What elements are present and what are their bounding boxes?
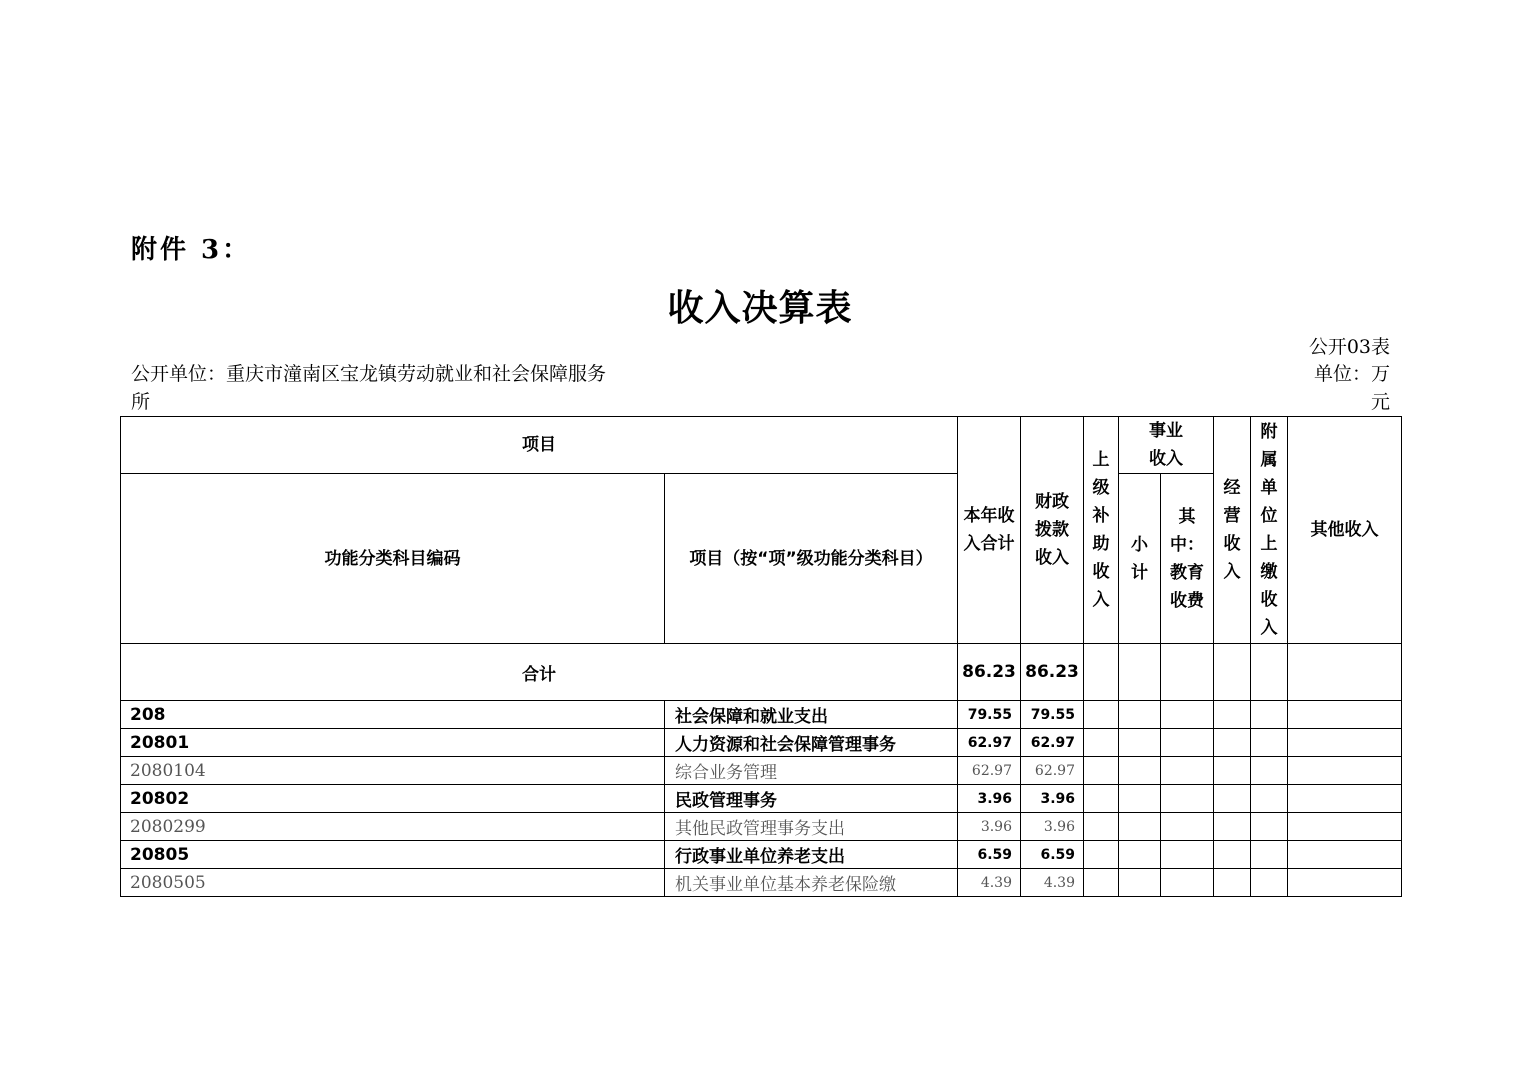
attachment-label: 附件 3：	[131, 235, 252, 265]
subtotal-cell	[1119, 701, 1161, 729]
total-cell: 62.97	[958, 729, 1021, 757]
education-cell	[1161, 841, 1214, 869]
affiliated-cell	[1251, 813, 1288, 841]
name-cell: 综合业务管理	[665, 757, 958, 785]
header-affiliated	[1251, 417, 1288, 644]
operating-cell	[1214, 813, 1251, 841]
code-cell: 20802	[121, 785, 665, 813]
header-item: 项目	[121, 417, 958, 474]
code-cell: 2080299	[121, 813, 665, 841]
table-row	[121, 785, 1402, 813]
code-cell: 2080505	[121, 869, 665, 897]
affiliated-cell	[1251, 841, 1288, 869]
total-cell: 62.97	[958, 757, 1021, 785]
education-cell	[1161, 701, 1214, 729]
total-cell: 4.39	[958, 869, 1021, 897]
header-operating-text: 经营收入	[1223, 478, 1241, 582]
summary-fiscal: 86.23	[1021, 644, 1084, 701]
name-cell: 人力资源和社会保障管理事务	[665, 729, 958, 757]
operating-cell	[1214, 785, 1251, 813]
total-cell: 3.96	[958, 813, 1021, 841]
header-total-text: 本年收入合计	[963, 506, 1015, 554]
table-row	[121, 757, 1402, 785]
education-cell	[1161, 785, 1214, 813]
fiscal-cell: 6.59	[1021, 841, 1084, 869]
summary-affiliated	[1251, 644, 1288, 701]
summary-row	[121, 644, 1402, 701]
summary-operating	[1214, 644, 1251, 701]
header-total	[958, 417, 1021, 644]
total-cell: 3.96	[958, 785, 1021, 813]
education-cell	[1161, 757, 1214, 785]
education-cell	[1161, 869, 1214, 897]
table-row	[121, 869, 1402, 897]
money-unit: 单位：万元	[1313, 363, 1390, 413]
other-cell	[1288, 869, 1402, 897]
fiscal-cell: 3.96	[1021, 813, 1084, 841]
operating-cell	[1214, 729, 1251, 757]
other-cell	[1288, 701, 1402, 729]
fiscal-cell: 79.55	[1021, 701, 1084, 729]
code-cell: 20801	[121, 729, 665, 757]
code-cell: 2080104	[121, 757, 665, 785]
header-subtotal	[1119, 474, 1161, 644]
operating-cell	[1214, 869, 1251, 897]
header-business-text: 事业收入	[1149, 421, 1183, 469]
header-superior	[1084, 417, 1119, 644]
superior-cell	[1084, 813, 1119, 841]
subtotal-cell	[1119, 757, 1161, 785]
header-code: 功能分类科目编码	[121, 474, 665, 644]
table-row	[121, 841, 1402, 869]
table-row	[121, 813, 1402, 841]
fiscal-cell: 3.96	[1021, 785, 1084, 813]
header-subtotal-text: 小计	[1131, 534, 1148, 583]
fiscal-cell: 4.39	[1021, 869, 1084, 897]
subtotal-cell	[1119, 869, 1161, 897]
summary-superior	[1084, 644, 1119, 701]
code-cell: 208	[121, 701, 665, 729]
name-cell: 社会保障和就业支出	[665, 701, 958, 729]
affiliated-cell	[1251, 869, 1288, 897]
header-affiliated-text: 附属单位上缴收入	[1260, 422, 1278, 638]
total-cell: 6.59	[958, 841, 1021, 869]
header-name: 项目（按“项”级功能分类科目）	[665, 474, 958, 644]
fiscal-cell: 62.97	[1021, 729, 1084, 757]
superior-cell	[1084, 729, 1119, 757]
other-cell	[1288, 729, 1402, 757]
header-other: 其他收入	[1288, 417, 1402, 644]
other-cell	[1288, 785, 1402, 813]
header-superior-text: 上级补助收入	[1092, 450, 1110, 610]
subtotal-cell	[1119, 813, 1161, 841]
summary-education	[1161, 644, 1214, 701]
affiliated-cell	[1251, 757, 1288, 785]
superior-cell	[1084, 841, 1119, 869]
name-cell: 民政管理事务	[665, 785, 958, 813]
summary-other	[1288, 644, 1402, 701]
subtotal-cell	[1119, 729, 1161, 757]
header-fiscal	[1021, 417, 1084, 644]
name-cell: 行政事业单位养老支出	[665, 841, 958, 869]
superior-cell	[1084, 869, 1119, 897]
superior-cell	[1084, 701, 1119, 729]
page-title: 收入决算表	[667, 287, 853, 329]
operating-cell	[1214, 841, 1251, 869]
other-cell	[1288, 757, 1402, 785]
fiscal-cell: 62.97	[1021, 757, 1084, 785]
header-education-text: 其中：教育收费	[1170, 506, 1204, 611]
education-cell	[1161, 729, 1214, 757]
superior-cell	[1084, 757, 1119, 785]
header-operating	[1214, 417, 1251, 644]
code-cell: 20805	[121, 841, 665, 869]
total-cell: 79.55	[958, 701, 1021, 729]
form-number: 公开03表	[1308, 336, 1390, 358]
header-fiscal-text: 财政拨款收入	[1034, 492, 1069, 568]
subtotal-cell	[1119, 785, 1161, 813]
header-business	[1119, 417, 1214, 474]
name-cell: 其他民政管理事务支出	[665, 813, 958, 841]
operating-cell	[1214, 701, 1251, 729]
affiliated-cell	[1251, 785, 1288, 813]
table-row	[121, 729, 1402, 757]
affiliated-cell	[1251, 729, 1288, 757]
summary-label: 合计	[121, 644, 958, 701]
summary-total: 86.23	[958, 644, 1021, 701]
header-education	[1161, 474, 1214, 644]
subtotal-cell	[1119, 841, 1161, 869]
name-cell: 机关事业单位基本养老保险缴	[665, 869, 958, 897]
superior-cell	[1084, 785, 1119, 813]
table-row	[121, 701, 1402, 729]
operating-cell	[1214, 757, 1251, 785]
other-cell	[1288, 813, 1402, 841]
other-cell	[1288, 841, 1402, 869]
income-table	[120, 416, 1402, 897]
reporting-unit: 公开单位：重庆市潼南区宝龙镇劳动就业和社会保障服务所	[131, 363, 607, 413]
summary-subtotal	[1119, 644, 1161, 701]
affiliated-cell	[1251, 701, 1288, 729]
table-body	[121, 701, 1402, 897]
education-cell	[1161, 813, 1214, 841]
